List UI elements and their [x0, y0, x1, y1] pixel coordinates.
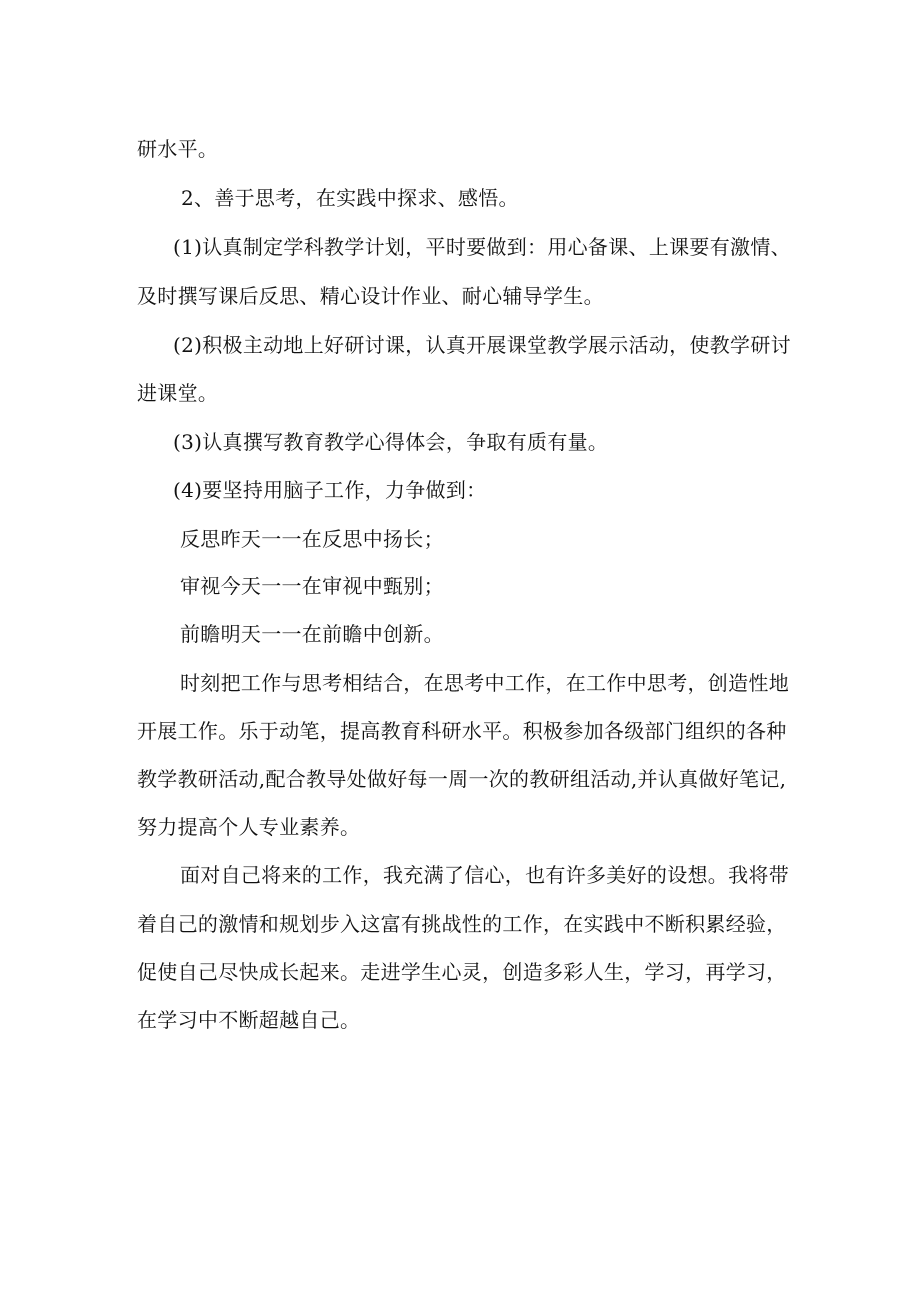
text-line-4: 及时撰写课后反思、精心设计作业、耐心辅导学生。 — [137, 284, 604, 308]
text-line-3: (1)认真制定学科教学计划，平时要做到：用心备课、上课要有激情、 — [173, 235, 791, 259]
text-line-10: 审视今天一一在审视中甄别； — [180, 574, 444, 598]
text-line-12: 时刻把工作与思考相结合，在思考中工作，在工作中思考，创造性地 — [180, 671, 789, 695]
text-line-5: (2)积极主动地上好研讨课，认真开展课堂教学展示活动，使教学研讨 — [173, 333, 791, 357]
text-line-17: 着自己的激情和规划步入这富有挑战性的工作，在实践中不断积累经验， — [137, 912, 787, 936]
text-line-6: 进课堂。 — [137, 381, 219, 405]
text-line-8: (4)要坚持用脑子工作，力争做到： — [173, 478, 487, 502]
text-line-18: 促使自己尽快成长起来。走进学生心灵，创造多彩人生，学习，再学习， — [137, 960, 787, 984]
text-line-13: 开展工作。乐于动笔，提高教育科研水平。积极参加各级部门组织的各种 — [137, 719, 787, 743]
text-line-19: 在学习中不断超越自己。 — [137, 1008, 361, 1032]
text-line-11: 前瞻明天一一在前瞻中创新。 — [180, 622, 444, 646]
text-line-15: 努力提高个人专业素养。 — [137, 815, 361, 839]
text-line-2: 2、善于思考，在实践中探求、感悟。 — [181, 186, 519, 210]
text-line-9: 反思昨天一一在反思中扬长； — [180, 527, 444, 551]
text-line-14: 教学教研活动,配合教导处做好每一周一次的教研组活动,并认真做好笔记, — [137, 767, 787, 791]
text-line-7: (3)认真撰写教育教学心得体会，争取有质有量。 — [173, 430, 609, 454]
text-line-1: 研水平。 — [137, 137, 219, 161]
text-line-16: 面对自己将来的工作，我充满了信心，也有许多美好的设想。我将带 — [180, 863, 789, 887]
